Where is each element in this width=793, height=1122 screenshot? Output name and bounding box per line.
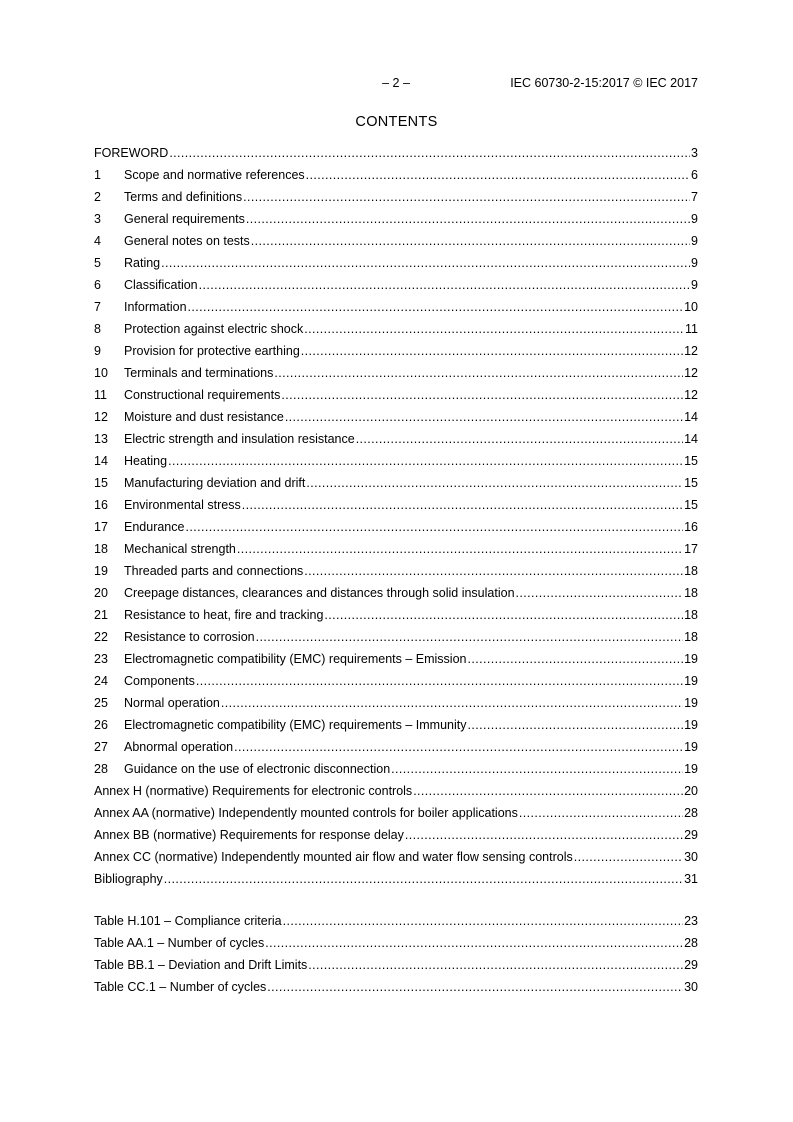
dot-leader	[221, 695, 683, 711]
toc-entry[interactable]	[94, 607, 698, 629]
toc-entry[interactable]	[94, 541, 698, 563]
toc-entry-number: 15	[94, 476, 108, 490]
toc-entry-page: 30	[684, 980, 698, 994]
toc-entry-page: 29	[684, 958, 698, 972]
toc-entry-number: 3	[94, 212, 101, 226]
toc-entry-title: Terms and definitions	[124, 190, 243, 204]
toc-entry-title: Table H.101 – Compliance criteria	[94, 914, 282, 928]
toc-entry-page: 12	[684, 388, 698, 402]
toc-entry-number: 5	[94, 256, 101, 270]
toc-entry[interactable]	[94, 365, 698, 387]
toc-entry-page: 14	[684, 432, 698, 446]
toc-entry-number: 19	[94, 564, 108, 578]
toc-entry[interactable]	[94, 299, 698, 321]
dot-leader	[308, 957, 683, 973]
toc-entry-number: 23	[94, 652, 108, 666]
toc-entry-title: Table AA.1 – Number of cycles	[94, 936, 265, 950]
toc-entry-page: 17	[684, 542, 698, 556]
dot-leader	[574, 849, 683, 865]
toc-entry-number: 26	[94, 718, 108, 732]
toc-entry-page: 29	[684, 828, 698, 842]
toc-entry-number: 12	[94, 410, 108, 424]
toc-entry[interactable]	[94, 255, 698, 277]
toc-entry-page: 31	[684, 872, 698, 886]
toc-entry-title: Heating	[124, 454, 168, 468]
toc-entry-title: Endurance	[124, 520, 185, 534]
dot-leader	[516, 585, 684, 601]
dot-leader	[304, 563, 683, 579]
toc-entry-page: 19	[684, 674, 698, 688]
toc-entry-title: General notes on tests	[124, 234, 250, 248]
toc-entry-number: 22	[94, 630, 108, 644]
dot-leader	[256, 629, 683, 645]
toc-entry-page: 28	[684, 936, 698, 950]
toc-entry-page: 6	[691, 168, 698, 182]
toc-entry-number: 10	[94, 366, 108, 380]
toc-entry-number: 1	[94, 168, 101, 182]
toc-entry[interactable]	[94, 717, 698, 739]
toc-entry-title: FOREWORD	[94, 146, 169, 160]
dot-leader	[324, 607, 683, 623]
list-of-tables	[94, 913, 698, 1001]
toc-entry-page: 19	[684, 718, 698, 732]
toc-entry[interactable]	[94, 979, 698, 1001]
toc-entry-title: Classification	[124, 278, 198, 292]
toc-entry[interactable]	[94, 211, 698, 233]
toc-entry[interactable]	[94, 651, 698, 673]
toc-entry-page: 9	[691, 278, 698, 292]
dot-leader	[267, 979, 683, 995]
toc-entry[interactable]	[94, 827, 698, 849]
toc-entry-number: 14	[94, 454, 108, 468]
toc-entry-page: 9	[691, 256, 698, 270]
toc-entry-page: 14	[684, 410, 698, 424]
toc-entry-number: 4	[94, 234, 101, 248]
toc-entry-number: 27	[94, 740, 108, 754]
toc-entry-title: Resistance to heat, fire and tracking	[124, 608, 324, 622]
toc-entry-title: Terminals and terminations	[124, 366, 274, 380]
toc-entry-number: 11	[94, 388, 107, 402]
toc-entry[interactable]	[94, 475, 698, 497]
dot-leader	[301, 343, 683, 359]
toc-entry-title: Bibliography	[94, 872, 163, 886]
toc-entry-title: Annex AA (normative) Independently mounted controls for boiler applications	[94, 806, 518, 820]
dot-leader	[251, 233, 690, 249]
toc-entry-number: 28	[94, 762, 108, 776]
page-header	[94, 76, 698, 92]
toc-entry-page: 19	[684, 740, 698, 754]
toc-entry-title: General requirements	[124, 212, 245, 226]
toc-entry-title: Electromagnetic compatibility (EMC) requirements – Emission	[124, 652, 467, 666]
toc-entry[interactable]	[94, 563, 698, 585]
toc-entry-page: 16	[684, 520, 698, 534]
toc-entry-page: 15	[684, 476, 698, 490]
toc-entry-number: 18	[94, 542, 108, 556]
toc-entry[interactable]	[94, 957, 698, 979]
toc-entry-title: Rating	[124, 256, 161, 270]
toc-entry-page: 12	[684, 366, 698, 380]
dot-leader	[283, 913, 684, 929]
toc-entry-number: 24	[94, 674, 108, 688]
toc-entry-number: 6	[94, 278, 101, 292]
document-id: IEC 60730-2-15:2017 © IEC 2017	[510, 76, 698, 90]
toc-entry-title: Annex BB (normative) Requirements for response delay	[94, 828, 404, 842]
toc-entry-page: 15	[684, 454, 698, 468]
toc-entry[interactable]	[94, 849, 698, 871]
toc-entry-title: Electromagnetic compatibility (EMC) requirements – Immunity	[124, 718, 467, 732]
dot-leader	[234, 739, 683, 755]
dot-leader	[391, 761, 683, 777]
dot-leader	[237, 541, 683, 557]
dot-leader	[161, 255, 690, 271]
toc-entry[interactable]	[94, 453, 698, 475]
toc-entry-title: Table BB.1 – Deviation and Drift Limits	[94, 958, 308, 972]
toc-entry-page: 18	[684, 608, 698, 622]
dot-leader	[243, 189, 690, 205]
dot-leader	[405, 827, 683, 843]
toc-entry-page: 18	[684, 586, 698, 600]
toc-entry[interactable]	[94, 913, 698, 935]
toc-entry-number: 8	[94, 322, 101, 336]
dot-leader	[274, 365, 683, 381]
toc-entry-page: 18	[684, 630, 698, 644]
dot-leader	[246, 211, 690, 227]
toc-entry-page: 20	[684, 784, 698, 798]
dot-leader	[196, 673, 683, 689]
dot-leader	[265, 935, 683, 951]
toc-entry[interactable]	[94, 585, 698, 607]
toc-entry-page: 30	[684, 850, 698, 864]
toc-entry-title: Resistance to corrosion	[124, 630, 255, 644]
toc-entry-title: Annex CC (normative) Independently mounted air flow and water flow sensing controls	[94, 850, 573, 864]
toc-entry-title: Constructional requirements	[124, 388, 281, 402]
table-of-contents	[94, 145, 698, 893]
toc-entry-title: Mechanical strength	[124, 542, 236, 556]
page-number: – 2 –	[382, 76, 410, 90]
toc-entry[interactable]	[94, 629, 698, 651]
toc-entry-number: 25	[94, 696, 108, 710]
toc-entry-title: Information	[124, 300, 187, 314]
toc-entry-page: 18	[684, 564, 698, 578]
toc-entry-number: 13	[94, 432, 108, 446]
contents-title: CONTENTS	[355, 114, 438, 130]
toc-entry[interactable]	[94, 321, 698, 343]
toc-entry-page: 15	[684, 498, 698, 512]
toc-entry-title: Threaded parts and connections	[124, 564, 304, 578]
toc-entry-number: 21	[94, 608, 108, 622]
toc-entry-title: Creepage distances, clearances and distances through solid insulation	[124, 586, 515, 600]
toc-entry-title: Table CC.1 – Number of cycles	[94, 980, 267, 994]
toc-entry-page: 19	[684, 652, 698, 666]
toc-entry-number: 16	[94, 498, 108, 512]
toc-entry[interactable]	[94, 343, 698, 365]
toc-entry[interactable]	[94, 189, 698, 211]
toc-entry-number: 17	[94, 520, 108, 534]
toc-entry[interactable]	[94, 935, 698, 957]
toc-entry[interactable]	[94, 739, 698, 761]
toc-entry[interactable]	[94, 761, 698, 783]
dot-leader	[467, 651, 683, 667]
dot-leader	[168, 453, 683, 469]
toc-entry-page: 23	[684, 914, 698, 928]
toc-entry-page: 28	[684, 806, 698, 820]
toc-entry-title: Abnormal operation	[124, 740, 234, 754]
toc-entry[interactable]	[94, 431, 698, 453]
toc-entry[interactable]	[94, 673, 698, 695]
toc-entry[interactable]	[94, 409, 698, 431]
dot-leader	[242, 497, 683, 513]
dot-leader	[185, 519, 683, 535]
toc-entry[interactable]	[94, 233, 698, 255]
toc-entry-page: 7	[691, 190, 698, 204]
toc-entry-page: 9	[691, 212, 698, 226]
toc-entry[interactable]	[94, 145, 698, 167]
toc-entry-number: 7	[94, 300, 101, 314]
toc-entry[interactable]	[94, 497, 698, 519]
toc-entry-page: 19	[684, 762, 698, 776]
toc-entry-title: Components	[124, 674, 195, 688]
toc-entry-title: Electric strength and insulation resistance	[124, 432, 355, 446]
toc-entry-page: 9	[691, 234, 698, 248]
toc-entry-page: 11	[685, 322, 698, 336]
dot-leader	[306, 475, 683, 491]
toc-entry-page: 12	[684, 344, 698, 358]
toc-entry-title: Guidance on the use of electronic disconnection	[124, 762, 391, 776]
toc-entry-page: 3	[691, 146, 698, 160]
toc-entry-number: 20	[94, 586, 108, 600]
dot-leader	[467, 717, 683, 733]
toc-entry-title: Manufacturing deviation and drift	[124, 476, 306, 490]
toc-entry-title: Normal operation	[124, 696, 220, 710]
toc-entry[interactable]	[94, 695, 698, 717]
toc-entry[interactable]	[94, 519, 698, 541]
toc-entry-page: 19	[684, 696, 698, 710]
toc-entry-page: 10	[684, 300, 698, 314]
dot-leader	[188, 299, 684, 315]
toc-entry[interactable]	[94, 871, 698, 893]
toc-entry-title: Protection against electric shock	[124, 322, 304, 336]
toc-entry-title: Annex H (normative) Requirements for electronic controls	[94, 784, 413, 798]
dot-leader	[281, 387, 683, 403]
toc-entry[interactable]	[94, 805, 698, 827]
toc-entry-title: Provision for protective earthing	[124, 344, 300, 358]
toc-entry[interactable]	[94, 167, 698, 189]
dot-leader	[304, 321, 684, 337]
toc-entry-title: Scope and normative references	[124, 168, 305, 182]
dot-leader	[306, 167, 690, 183]
toc-entry-number: 2	[94, 190, 101, 204]
dot-leader	[519, 805, 683, 821]
toc-entry-title: Moisture and dust resistance	[124, 410, 284, 424]
toc-entry[interactable]	[94, 277, 698, 299]
dot-leader	[164, 871, 683, 887]
dot-leader	[199, 277, 690, 293]
dot-leader	[413, 783, 683, 799]
dot-leader	[169, 145, 690, 161]
toc-entry-number: 9	[94, 344, 101, 358]
toc-entry[interactable]	[94, 387, 698, 409]
dot-leader	[285, 409, 683, 425]
dot-leader	[356, 431, 683, 447]
toc-entry-title: Environmental stress	[124, 498, 241, 512]
toc-entry[interactable]	[94, 783, 698, 805]
